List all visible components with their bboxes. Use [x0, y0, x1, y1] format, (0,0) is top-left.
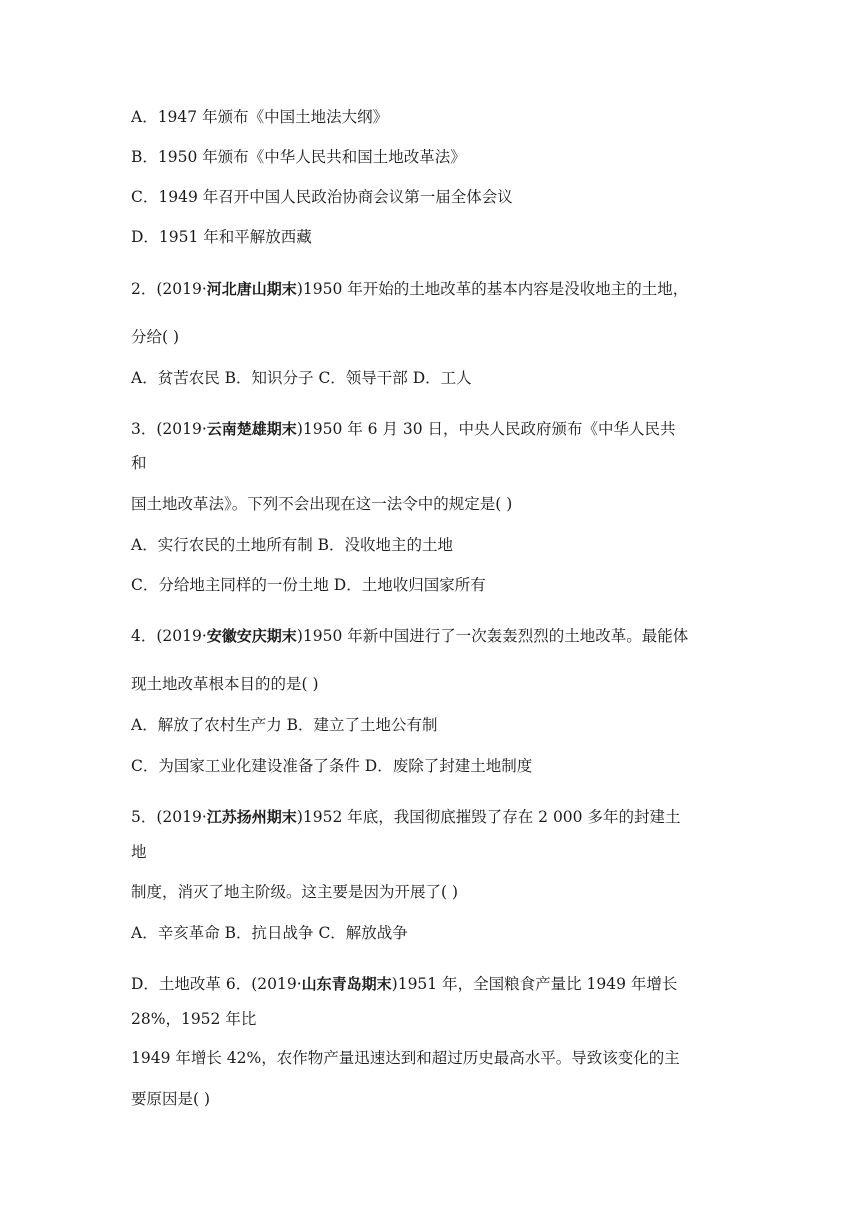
q4-stem: [131, 626, 688, 646]
q3-text: )1950 年 6 月 30 日，中央人民政府颁布《中华人民共: [296, 420, 676, 438]
q4-source: 安徽安庆期末: [206, 627, 297, 645]
q2-number: 2．(2019·: [131, 280, 207, 298]
q4-number: 4．(2019·: [131, 627, 207, 645]
q1-option-c: C．1949 年召开中国人民政治协商会议第一届全体会议: [131, 188, 513, 206]
q3-stem: [131, 419, 676, 439]
q3-stem-wrap: 和: [131, 454, 147, 472]
q4-text: )1950 年新中国进行了一次轰轰烈烈的土地改革。最能体: [296, 627, 689, 645]
q6-stem: [131, 974, 677, 994]
q2-source: 河北唐山期末: [206, 280, 297, 298]
q5-stem: [131, 807, 680, 827]
q3-options-ab: A．实行农民的土地所有制 B．没收地主的土地: [131, 536, 454, 554]
q5-options-abc: A．辛亥革命 B．抗日战争 C．解放战争: [131, 924, 408, 942]
q3-stem-cont: 国土地改革法》。下列不会出现在这一法令中的规定是( ): [131, 495, 513, 513]
q5-source: 江苏扬州期末: [206, 808, 297, 826]
q2-stem: [131, 279, 688, 299]
q1-option-d: D．1951 年和平解放西藏: [131, 228, 312, 246]
q2-text: )1950 年开始的土地改革的基本内容是没收地主的土地，: [296, 280, 689, 298]
q2-options: A．贫苦农民 B．知识分子 C．领导干部 D．工人: [131, 369, 472, 387]
q1-option-b: B．1950 年颁布《中华人民共和国土地改革法》: [131, 148, 466, 166]
q6-source: 山东青岛期末: [301, 975, 392, 993]
q6-stem-cont: 1949 年增长 42%，农作物产量迅速达到和超过历史最高水平。导致该变化的主: [131, 1049, 680, 1067]
q6-stem-wrap: 28%，1952 年比: [131, 1010, 257, 1028]
q4-stem-cont: 现土地改革根本目的的是( ): [131, 675, 319, 693]
q3-source: 云南楚雄期末: [206, 420, 297, 438]
q5-option-d-and-q6-number: D．土地改革 6．(2019·: [131, 975, 302, 993]
q5-text: )1952 年底，我国彻底摧毁了存在 2 000 多年的封建土: [296, 808, 681, 826]
q5-stem-wrap: 地: [131, 843, 147, 861]
q5-stem-cont: 制度，消灭了地主阶级。这主要是因为开展了( ): [131, 883, 459, 901]
q3-number: 3．(2019·: [131, 420, 207, 438]
q6-stem-end: 要原因是( ): [131, 1090, 211, 1108]
q1-option-a: A．1947 年颁布《中国土地法大纲》: [131, 108, 389, 126]
q2-stem-cont: 分给( ): [131, 328, 180, 346]
q4-options-ab: A．解放了农村生产力 B．建立了土地公有制: [131, 716, 438, 734]
q4-options-cd: C．为国家工业化建设准备了条件 D．废除了封建土地制度: [131, 757, 533, 775]
q3-options-cd: C．分给地主同样的一份土地 D．土地收归国家所有: [131, 576, 486, 594]
q5-number: 5．(2019·: [131, 808, 207, 826]
q6-text: )1951 年，全国粮食产量比 1949 年增长: [391, 975, 678, 993]
